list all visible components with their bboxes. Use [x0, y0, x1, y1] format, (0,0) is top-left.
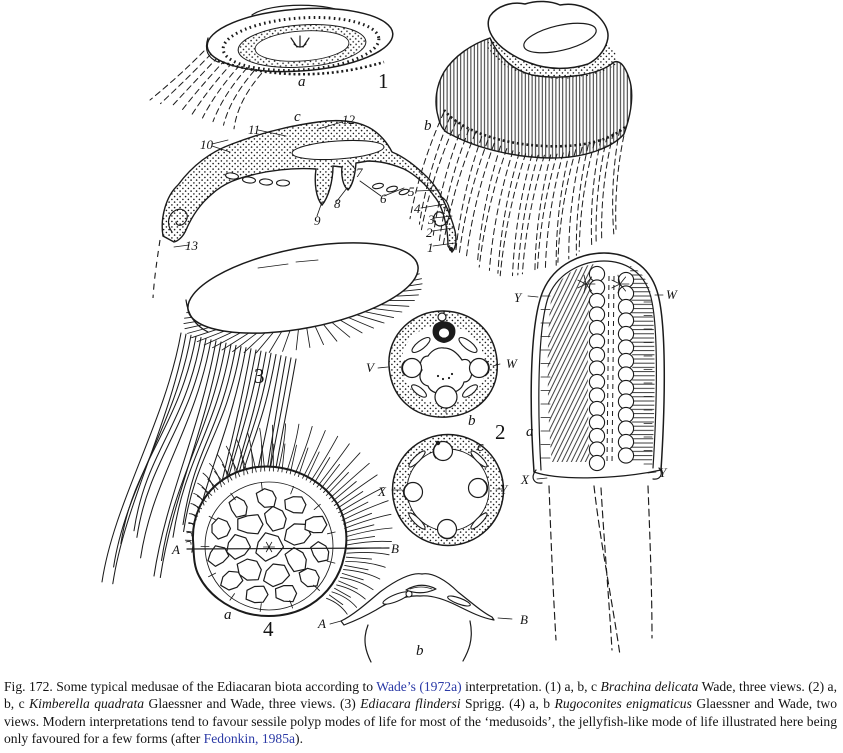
fig1c-part-3: 3: [428, 212, 435, 227]
fig3-number: 3: [254, 364, 265, 388]
fig4a-marker-a: A: [172, 542, 180, 557]
species-ediacara-flindersi: Ediacara flindersi: [360, 696, 461, 712]
fig2-number: 2: [495, 420, 506, 444]
fig1c-part-9: 9: [314, 213, 321, 228]
fig1a-view-label: a: [298, 74, 306, 90]
fig2c-marker-x: X: [378, 484, 386, 499]
fig4b-right-leg: [463, 621, 471, 661]
fig1c-part-11: 11: [248, 122, 261, 137]
fig4a-marker-b: B: [391, 541, 399, 556]
species-brachina-delicata: Brachina delicata: [600, 679, 699, 694]
fig2c-marker-y: Y: [500, 482, 508, 497]
fig2c-drawing: [392, 435, 504, 546]
fig1c-view-label: c: [294, 109, 301, 125]
fig1a-drawing: [150, 3, 395, 129]
fig1c-part-8: 8: [334, 196, 341, 211]
fig2b-drawing: [378, 311, 500, 417]
fig1c-tentacle-13: [153, 240, 160, 298]
fig2a-marker-y-bottom: Y: [659, 465, 667, 480]
fig4-number: 4: [263, 617, 274, 641]
fig1c-part-2: 2: [426, 225, 433, 240]
caption-segment: Fig. 172. Some typical medusae of the Ediacaran biota according to: [4, 679, 377, 694]
fig2b-marker-v: V: [366, 360, 374, 375]
fig4b-marker-b: B: [520, 612, 528, 627]
fig1c-part-6: 6: [380, 191, 387, 206]
fig1c-part-13: 13: [185, 238, 198, 253]
fig2a-tentacles: [549, 486, 652, 655]
figure-caption: [4, 678, 837, 747]
fig2a-view-label: a: [526, 424, 534, 440]
fig1c-part-4: 4: [414, 201, 421, 216]
fig1c-part-10: 10: [200, 137, 213, 152]
fig1c-part-12: 12: [342, 112, 355, 127]
fig1b-drawing: [410, 1, 632, 275]
fig2c-view-label: c: [477, 439, 484, 455]
fig2b-view-label: b: [468, 413, 476, 429]
fig2a-marker-w-top: W: [666, 287, 677, 302]
caption-segment: Wade, three views. (2) a, b, c: [4, 679, 837, 712]
fig4b-marker-a: A: [318, 616, 326, 631]
fig2b-marker-w: W: [506, 356, 517, 371]
fig2a-marker-y-top: Y: [514, 290, 522, 305]
fig4a-drawing: [185, 424, 392, 616]
fig1c-part-7: 7: [356, 165, 363, 180]
wade-1972a-link[interactable]: Wade’s (1972a): [376, 679, 462, 694]
caption-segment: ).: [295, 730, 303, 746]
fedonkin-1985a-link[interactable]: Fedonkin, 1985a: [203, 730, 296, 746]
fig4a-view-label: a: [224, 607, 232, 623]
fig4b-left-leg: [365, 625, 371, 662]
fig2a-scalloped-column: [589, 266, 633, 470]
caption-segment: Glaessner and Wade, three views. (3): [144, 696, 361, 712]
species-kimberella-quadrata: Kimberella quadrata: [29, 696, 145, 712]
caption-segment: Sprigg. (4) a, b: [460, 696, 555, 712]
caption-segment: interpretation. (1) a, b, c: [461, 679, 601, 694]
fig1c-part-1: 1: [427, 240, 434, 255]
fig2a-marker-x-bottom: X: [521, 472, 529, 487]
fig1-number: 1: [378, 69, 389, 93]
fig1c-part-5: 5: [408, 184, 415, 199]
fig1b-view-label: b: [424, 118, 432, 134]
fig4b-view-label: b: [416, 643, 424, 659]
caption-segment: Glaessner and Wade, two views. Modern interpretations tend to favour sessile polyp modes of life for most of the ‘medusoids’, the jellyfish-like mode of life illustrated here being only favoured for a few forms (after: [4, 696, 838, 746]
fig2a-drawing: [528, 253, 664, 655]
species-rugoconites-enigmaticus: Rugoconites enigmaticus: [554, 696, 692, 712]
